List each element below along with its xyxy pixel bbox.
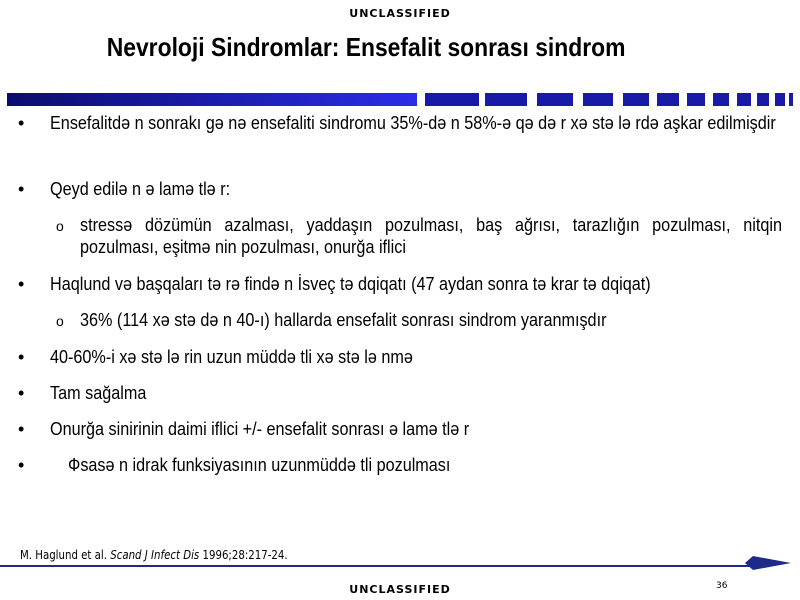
bullet-item [18, 178, 788, 200]
sub-bullet-item [18, 214, 788, 258]
divider-block-segment [737, 93, 751, 106]
citation-journal: Scand J Infect Dis [110, 548, 200, 562]
bullet-symbol: • [18, 274, 25, 294]
title-divider-bar [7, 93, 793, 106]
divider-block-segment [485, 93, 527, 106]
bullet-item [18, 112, 788, 134]
sub-bullet-text: stressə dözümün azalması, yaddaşın pozulması, baş ağrısı, tarazlığın pozulması, nitqin pozulması, eşitmə nin pozulması, onurğa iflici [80, 215, 782, 257]
bullet-symbol: • [18, 347, 25, 367]
bullet-text: 40-60%-i xə stə lə rin uzun müddə tli xə stə lə nmə [50, 347, 413, 367]
divider-block-segment [537, 93, 573, 106]
bullet-text: Фsasə n idrak funksiyasının uzunmüddə tli pozulması [50, 455, 451, 475]
bullet-item [18, 454, 788, 476]
bullet-text: Qeyd edilə n ə lamə tlə r: [50, 179, 231, 199]
bullet-text: Tam sağalma [50, 383, 147, 403]
bullet-text: Ensefalitdə n sonrakı gə nə ensefaliti sindromu 35%-də n 58%-ə qə də r xə stə lə rdə aşkar edilmişdir [50, 113, 776, 133]
sub-bullet-symbol: o [56, 218, 64, 234]
sub-bullet-symbol: o [56, 313, 64, 329]
bullet-symbol: • [18, 383, 25, 403]
slide-title: Nevroloji Sindromlar: Ensefalit sonrası sindrom [106, 32, 626, 62]
bullet-symbol: • [18, 455, 25, 475]
bullet-text: Onurğa sinirinin daimi iflici +/- ensefalit sonrası ə lamə tlə r [50, 419, 470, 439]
divider-block-segment [623, 93, 649, 106]
divider-block-segment [775, 93, 785, 106]
citation [20, 548, 288, 562]
bullet-symbol: • [18, 179, 25, 199]
divider-block-segment [713, 93, 729, 106]
bullet-item [18, 346, 788, 368]
sub-bullet-item [18, 309, 788, 331]
classification-top: UNCLASSIFIED [349, 7, 451, 20]
citation-details: 1996;28:217-24. [202, 548, 288, 562]
divider-block-segment [425, 93, 479, 106]
bullet-symbol: • [18, 419, 25, 439]
divider-block-segment [657, 93, 679, 106]
classification-bottom: UNCLASSIFIED [349, 583, 451, 596]
sub-bullet-text: 36% (114 xə stə də n 40-ı) hallarda ensefalit sonrası sindrom yaranmışdır [80, 310, 607, 330]
divider-block-segment [757, 93, 769, 106]
divider-block-segment [789, 93, 793, 106]
bullet-item [18, 382, 788, 404]
divider-block-segment [583, 93, 613, 106]
page-number: 36 [716, 581, 728, 591]
divider-gradient-segment [7, 93, 417, 106]
bullet-symbol: • [18, 113, 25, 133]
citation-authors: M. Haglund et al. [20, 548, 108, 562]
divider-block-segment [687, 93, 705, 106]
bullet-text: Haqlund və başqaları tə rə fində n İsveç tə dqiqatı (47 aydan sonra tə krar tə dqiqat) [50, 274, 651, 294]
bullet-item [18, 418, 788, 440]
bullet-item [18, 273, 788, 295]
footer-arrow-icon [745, 554, 791, 572]
footer-divider-line [0, 565, 760, 567]
